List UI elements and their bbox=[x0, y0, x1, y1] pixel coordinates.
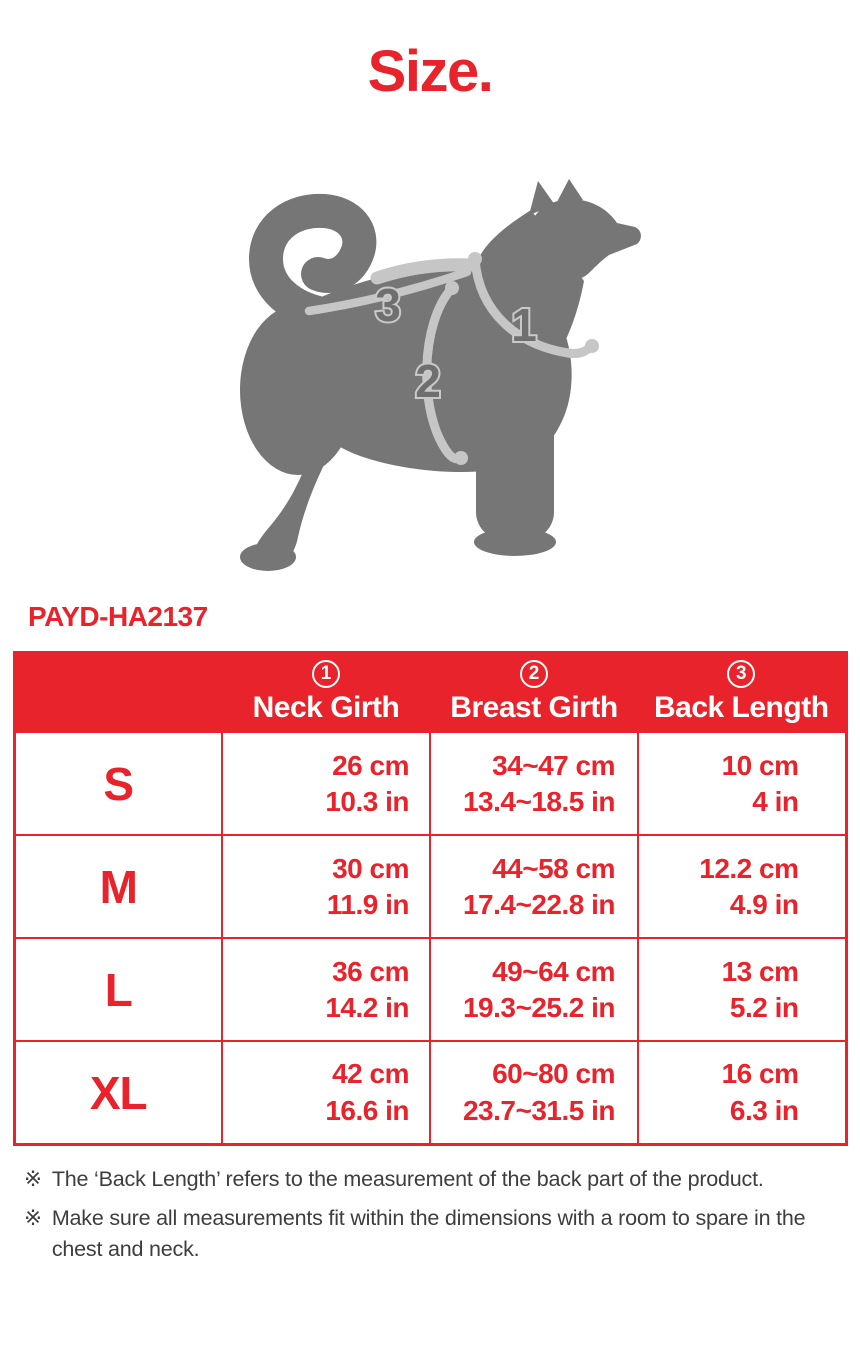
value-in: 14.2 in bbox=[325, 991, 409, 1023]
product-code: PAYD-HA2137 bbox=[28, 600, 208, 632]
back-length-value bbox=[638, 835, 846, 938]
value-cm: 42 cm bbox=[332, 1058, 409, 1090]
table-row-m bbox=[14, 835, 846, 938]
strap-end-dot bbox=[468, 252, 482, 266]
neck-girth-value bbox=[222, 732, 430, 835]
neck-girth-label: Neck Girth bbox=[252, 690, 400, 724]
page-title: Size. bbox=[367, 39, 493, 104]
value-in: 4.9 in bbox=[729, 888, 799, 920]
table-row-l bbox=[14, 938, 846, 1041]
breast-girth-value bbox=[430, 938, 638, 1041]
marker-3: 3 bbox=[375, 278, 401, 331]
size-label: XL bbox=[14, 1041, 222, 1144]
dog-head bbox=[528, 199, 641, 281]
size-label: L bbox=[14, 938, 222, 1041]
circle-number-2: 2 bbox=[520, 660, 548, 688]
value-in: 16.6 in bbox=[325, 1094, 409, 1126]
value-cm: 10 cm bbox=[721, 749, 799, 781]
note-text: The ‘Back Length’ refers to the measurement of the back part of the product. bbox=[51, 1166, 764, 1191]
strap-end-dot bbox=[445, 281, 459, 295]
circle-number-3: 3 bbox=[727, 660, 755, 688]
size-column-header bbox=[14, 652, 222, 732]
value-cm: 26 cm bbox=[332, 749, 409, 781]
marker-2: 2 bbox=[415, 354, 441, 407]
size-table bbox=[13, 651, 848, 1146]
back-length-value bbox=[638, 938, 846, 1041]
neck-girth-value bbox=[222, 938, 430, 1041]
marker-1: 1 bbox=[511, 298, 537, 351]
value-cm: 13 cm bbox=[721, 955, 799, 987]
neck-girth-header bbox=[222, 652, 430, 732]
back-length-header bbox=[638, 652, 846, 732]
breast-girth-label: Breast Girth bbox=[450, 690, 618, 724]
back-length-value bbox=[638, 732, 846, 835]
back-length-label: Back Length bbox=[653, 690, 829, 724]
dog-front-leg bbox=[476, 370, 554, 540]
reference-mark-icon: ※ bbox=[24, 1166, 42, 1191]
value-cm: 30 cm bbox=[332, 852, 409, 884]
dog-front-paw bbox=[474, 528, 556, 556]
neck-girth-value bbox=[222, 835, 430, 938]
note-back-length bbox=[24, 1164, 838, 1195]
value-in: 5.2 in bbox=[729, 991, 799, 1023]
value-in: 23.7~31.5 in bbox=[462, 1094, 615, 1126]
value-in: 13.4~18.5 in bbox=[462, 785, 615, 817]
value-cm: 12.2 cm bbox=[699, 852, 799, 884]
value-cm: 34~47 cm bbox=[492, 749, 615, 781]
breast-girth-header bbox=[430, 652, 638, 732]
value-in: 4 in bbox=[752, 785, 799, 817]
note-text: Make sure all measurements fit within the dimensions with a room to spare in the chest and neck. bbox=[51, 1206, 806, 1261]
value-in: 17.4~22.8 in bbox=[462, 888, 615, 920]
value-in: 10.3 in bbox=[325, 785, 409, 817]
breast-girth-value bbox=[430, 732, 638, 835]
value-in: 11.9 in bbox=[326, 888, 409, 920]
dog-rear-paw bbox=[240, 543, 296, 571]
strap-end-dot bbox=[454, 451, 468, 465]
neck-girth-value bbox=[222, 1041, 430, 1144]
breast-girth-value bbox=[430, 835, 638, 938]
table-row-s bbox=[14, 732, 846, 835]
value-cm: 16 cm bbox=[721, 1058, 799, 1090]
value-in: 6.3 in bbox=[729, 1094, 799, 1126]
dog-ear-front bbox=[557, 179, 583, 202]
value-cm: 60~80 cm bbox=[492, 1058, 615, 1090]
table-row-xl bbox=[14, 1041, 846, 1144]
note-fit-room bbox=[24, 1203, 838, 1264]
strap-end-dot bbox=[585, 339, 599, 353]
circle-number-1: 1 bbox=[312, 660, 340, 688]
breast-girth-value bbox=[430, 1041, 638, 1144]
value-cm: 36 cm bbox=[332, 955, 409, 987]
size-label: M bbox=[14, 835, 222, 938]
size-label: S bbox=[14, 732, 222, 835]
back-length-value bbox=[638, 1041, 846, 1144]
value-cm: 49~64 cm bbox=[492, 955, 615, 987]
reference-mark-icon: ※ bbox=[24, 1206, 42, 1231]
footnotes bbox=[24, 1164, 838, 1265]
value-in: 19.3~25.2 in bbox=[462, 991, 615, 1023]
value-cm: 44~58 cm bbox=[492, 852, 615, 884]
table-header-row bbox=[14, 652, 846, 732]
dog-measurement-diagram bbox=[226, 165, 666, 585]
